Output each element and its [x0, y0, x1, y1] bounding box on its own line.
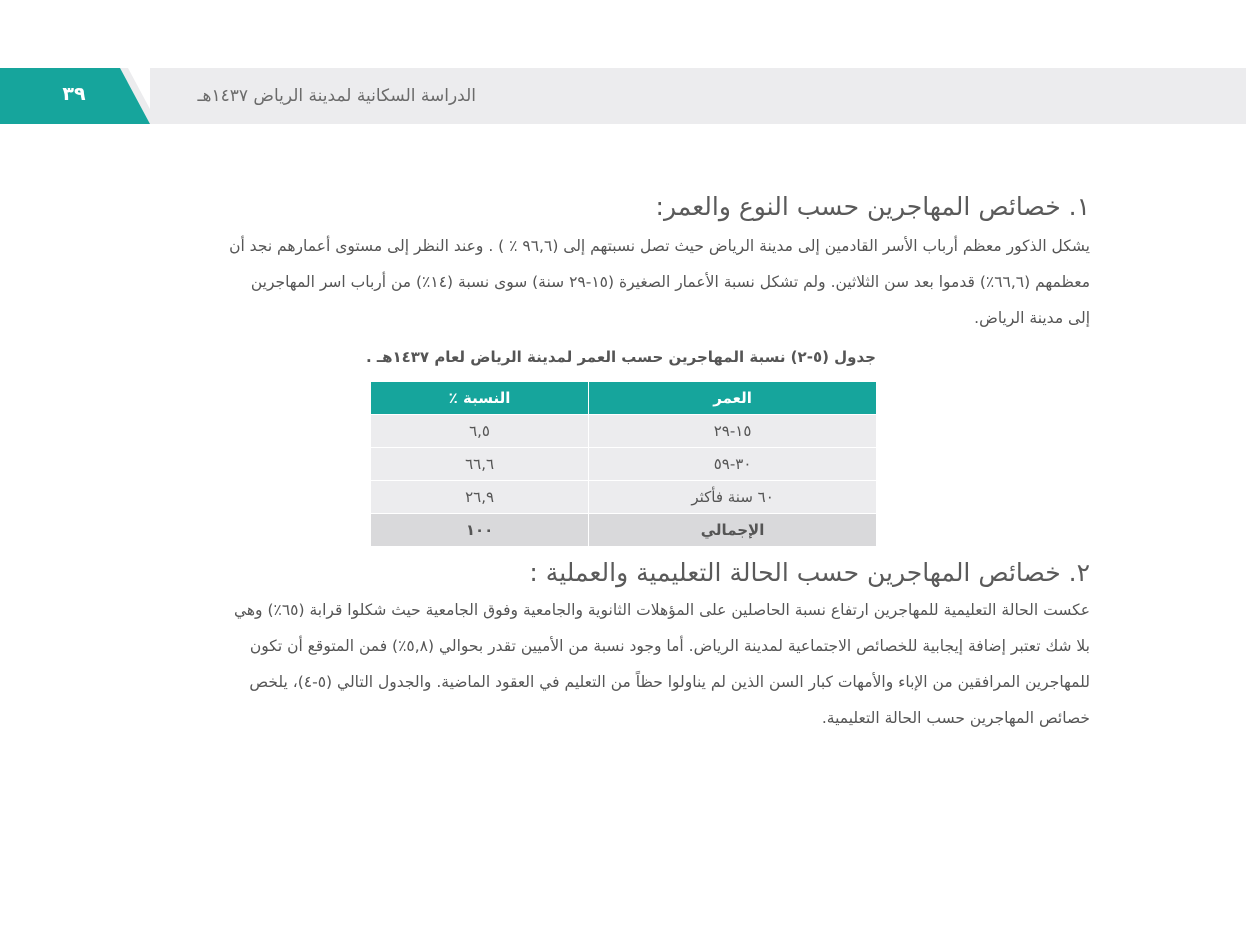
section-heading-1: ١. خصائص المهاجرين حسب النوع والعمر:	[655, 192, 1090, 221]
section-heading-2: ٢. خصائص المهاجرين حسب الحالة التعليمية والعملية :	[529, 558, 1090, 587]
header-band	[0, 68, 1246, 124]
table-row	[371, 415, 877, 448]
column-header-age: العمر	[589, 382, 877, 415]
paragraph-line: معظمهم (٦٦,٦٪) قدموا بعد سن الثلاثين. ولم تشكل نسبة الأعمار الصغيرة (١٥-٢٩ سنة) سوى نسبة (١٤٪) من أرباب اسر المهاجرين	[250, 273, 1090, 291]
age-cell: ١٥-٢٩	[589, 415, 877, 448]
table-row	[371, 481, 877, 514]
column-header-percent: النسبة ٪	[371, 382, 589, 415]
paragraph-line: خصائص المهاجرين حسب الحالة التعليمية.	[821, 709, 1090, 727]
percent-cell: ٢٦,٩	[371, 481, 589, 514]
table-caption: جدول (٥-٢) نسبة المهاجرين حسب العمر لمدينة الرياض لعام ١٤٣٧هـ .	[366, 348, 876, 366]
age-distribution-table	[370, 381, 877, 547]
paragraph-line: بلا شك تعتبر إضافة إيجابية للخصائص الاجتماعية لمدينة الرياض. أما وجود نسبة من الأميين تقدر بحوالي (٥,٨٪) فمن المتوقع أن تكون	[249, 637, 1090, 655]
paragraph-line: إلى مدينة الرياض.	[974, 309, 1090, 327]
table-row	[371, 448, 877, 481]
table-total-row	[371, 514, 877, 547]
paragraph-1	[150, 228, 1090, 336]
paragraph-line: عكست الحالة التعليمية للمهاجرين ارتفاع نسبة الحاصلين على المؤهلات الثانوية والجامعية وفوق الجامعية حيث شكلوا قرابة (٦٥٪) وهي	[233, 601, 1090, 619]
total-value-cell: ١٠٠	[371, 514, 589, 547]
age-cell: ٦٠ سنة فأكثر	[589, 481, 877, 514]
page-number: ٣٩	[62, 83, 86, 105]
paragraph-2	[150, 592, 1090, 736]
paragraph-line: للمهاجرين المرافقين من الإباء والأمهات كبار السن الذين لم يناولوا حظاً من التعليم في العقود الماضية. والجدول التالي (٥-٤)، يلخص	[249, 673, 1090, 691]
table-header-row	[371, 382, 877, 415]
total-label-cell: الإجمالي	[589, 514, 877, 547]
paragraph-line: يشكل الذكور معظم أرباب الأسر القادمين إلى مدينة الرياض حيث تصل نسبتهم إلى (٩٦,٦ ٪ ) . وعند النظر إلى مستوى أعمارهم نجد أن	[229, 237, 1090, 255]
percent-cell: ٦٦,٦	[371, 448, 589, 481]
running-header-title: الدراسة السكانية لمدينة الرياض ١٤٣٧هـ	[197, 86, 476, 106]
age-cell: ٣٠-٥٩	[589, 448, 877, 481]
percent-cell: ٦,٥	[371, 415, 589, 448]
